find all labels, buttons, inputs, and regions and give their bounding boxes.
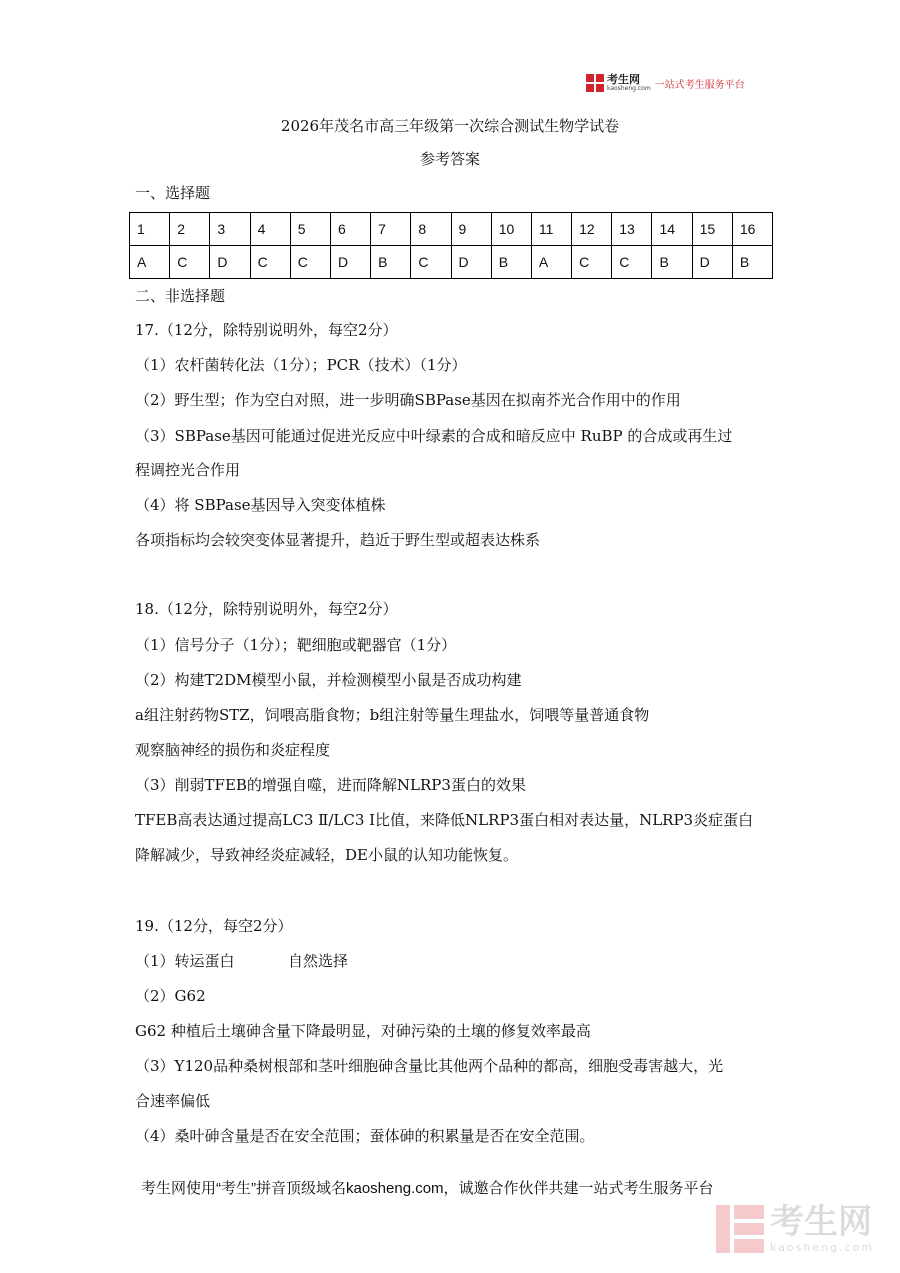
q18-heading: 18.（12分，除特别说明外，每空2分） bbox=[135, 600, 398, 618]
q19-part3-cont: 合速率偏低 bbox=[135, 1092, 211, 1110]
table-cell: A bbox=[531, 246, 571, 279]
q18-part2-observe: 观察脑神经的损伤和炎症程度 bbox=[135, 741, 331, 759]
table-cell: 9 bbox=[451, 213, 491, 246]
table-cell: 5 bbox=[290, 213, 330, 246]
table-cell: D bbox=[692, 246, 732, 279]
q19-part1: （1）转运蛋白 bbox=[135, 952, 235, 970]
watermark-logo bbox=[716, 1203, 874, 1254]
logo-mark-icon bbox=[586, 74, 604, 92]
q18-part2-groups: a组注射药物STZ，饲喂高脂食物；b组注射等量生理盐水，饲喂等量普通食物 bbox=[135, 706, 650, 724]
table-cell: 13 bbox=[612, 213, 652, 246]
table-cell: 12 bbox=[572, 213, 612, 246]
q18-part1: （1）信号分子（1分）；靶细胞或靶器官（1分） bbox=[135, 636, 457, 654]
watermark-name: 考生网 bbox=[770, 1202, 872, 1242]
table-cell: 14 bbox=[652, 213, 692, 246]
table-cell: A bbox=[130, 246, 170, 279]
q17-part1: （1）农杆菌转化法（1分）；PCR（技术）（1分） bbox=[135, 356, 467, 374]
section-heading-nonchoice: 二、非选择题 bbox=[135, 287, 226, 305]
table-cell: C bbox=[290, 246, 330, 279]
watermark-mark-icon bbox=[716, 1205, 764, 1253]
logo-name: 考生网 bbox=[607, 73, 640, 86]
answer-row bbox=[130, 246, 773, 279]
logo-slogan: 一站式考生服务平台 bbox=[654, 79, 745, 91]
header-logo bbox=[586, 72, 745, 94]
table-cell: 3 bbox=[210, 213, 250, 246]
table-cell: 8 bbox=[411, 213, 451, 246]
page-subtitle: 参考答案 bbox=[419, 150, 480, 168]
table-cell: B bbox=[732, 246, 772, 279]
table-cell: 15 bbox=[692, 213, 732, 246]
table-cell: C bbox=[411, 246, 451, 279]
q19-part2: （2）G62 bbox=[135, 987, 206, 1005]
footer-text: 考生网使用“考生”拼音顶级域名kaosheng.com，诚邀合作伙伴共建一站式考生服务平台 bbox=[141, 1180, 714, 1197]
table-cell: B bbox=[652, 246, 692, 279]
table-cell: 4 bbox=[250, 213, 290, 246]
q18-part3: （3）削弱TFEB的增强自噬，进而降解NLRP3蛋白的效果 bbox=[135, 776, 526, 794]
q18-part3-explain: TFEB高表达通过提高LC3 Ⅱ/LC3 Ⅰ比值，来降低NLRP3蛋白相对表达量，NLRP3炎症蛋白 bbox=[135, 811, 754, 829]
q17-part2: （2）野生型；作为空白对照，进一步明确SBPase基因在拟南芥光合作用中的作用 bbox=[135, 391, 681, 409]
table-cell: 7 bbox=[371, 213, 411, 246]
section-heading-choice: 一、选择题 bbox=[135, 184, 211, 202]
q17-part3-cont: 程调控光合作用 bbox=[135, 461, 241, 479]
q19-part4: （4）桑叶砷含量是否在安全范围；蚕体砷的积累量是否在安全范围。 bbox=[135, 1127, 595, 1145]
table-cell: 1 bbox=[130, 213, 170, 246]
table-cell: B bbox=[371, 246, 411, 279]
q18-part2: （2）构建T2DM模型小鼠，并检测模型小鼠是否成功构建 bbox=[135, 671, 522, 689]
question-number-row bbox=[130, 213, 773, 246]
table-cell: B bbox=[491, 246, 531, 279]
q17-part4: （4）将 SBPase基因导入突变体植株 bbox=[135, 496, 386, 514]
table-cell: C bbox=[170, 246, 210, 279]
q19-part2-explain: G62 种植后土壤砷含量下降最明显，对砷污染的土壤的修复效率最高 bbox=[135, 1022, 591, 1040]
q19-heading: 19.（12分，每空2分） bbox=[135, 917, 293, 935]
page-title: 2026年茂名市高三年级第一次综合测试生物学试卷 bbox=[280, 117, 620, 135]
q17-heading: 17.（12分，除特别说明外，每空2分） bbox=[135, 321, 398, 339]
table-cell: D bbox=[330, 246, 370, 279]
table-cell: C bbox=[612, 246, 652, 279]
table-cell: C bbox=[250, 246, 290, 279]
logo-domain: kaosheng.com bbox=[607, 85, 651, 92]
q19-part3: （3）Y120品种桑树根部和茎叶细胞砷含量比其他两个品种的都高，细胞受毒害越大，光 bbox=[135, 1057, 724, 1075]
table-cell: 10 bbox=[491, 213, 531, 246]
table-cell: 6 bbox=[330, 213, 370, 246]
q17-part4-cont: 各项指标均会较突变体显著提升，趋近于野生型或超表达株系 bbox=[135, 531, 541, 549]
table-cell: C bbox=[572, 246, 612, 279]
q17-part3: （3）SBPase基因可能通过促进光反应中叶绿素的合成和暗反应中 RuBP 的合成或再生过 bbox=[135, 427, 733, 445]
table-cell: 11 bbox=[531, 213, 571, 246]
q19-part1-answer2: 自然选择 bbox=[288, 952, 349, 970]
answer-table bbox=[129, 212, 773, 279]
table-cell: 16 bbox=[732, 213, 772, 246]
table-cell: 2 bbox=[170, 213, 210, 246]
watermark-domain: kaosheng.com bbox=[770, 1241, 875, 1254]
table-cell: D bbox=[451, 246, 491, 279]
table-cell: D bbox=[210, 246, 250, 279]
q18-part3-explain-cont: 降解减少，导致神经炎症减轻，DE小鼠的认知功能恢复。 bbox=[135, 846, 518, 864]
